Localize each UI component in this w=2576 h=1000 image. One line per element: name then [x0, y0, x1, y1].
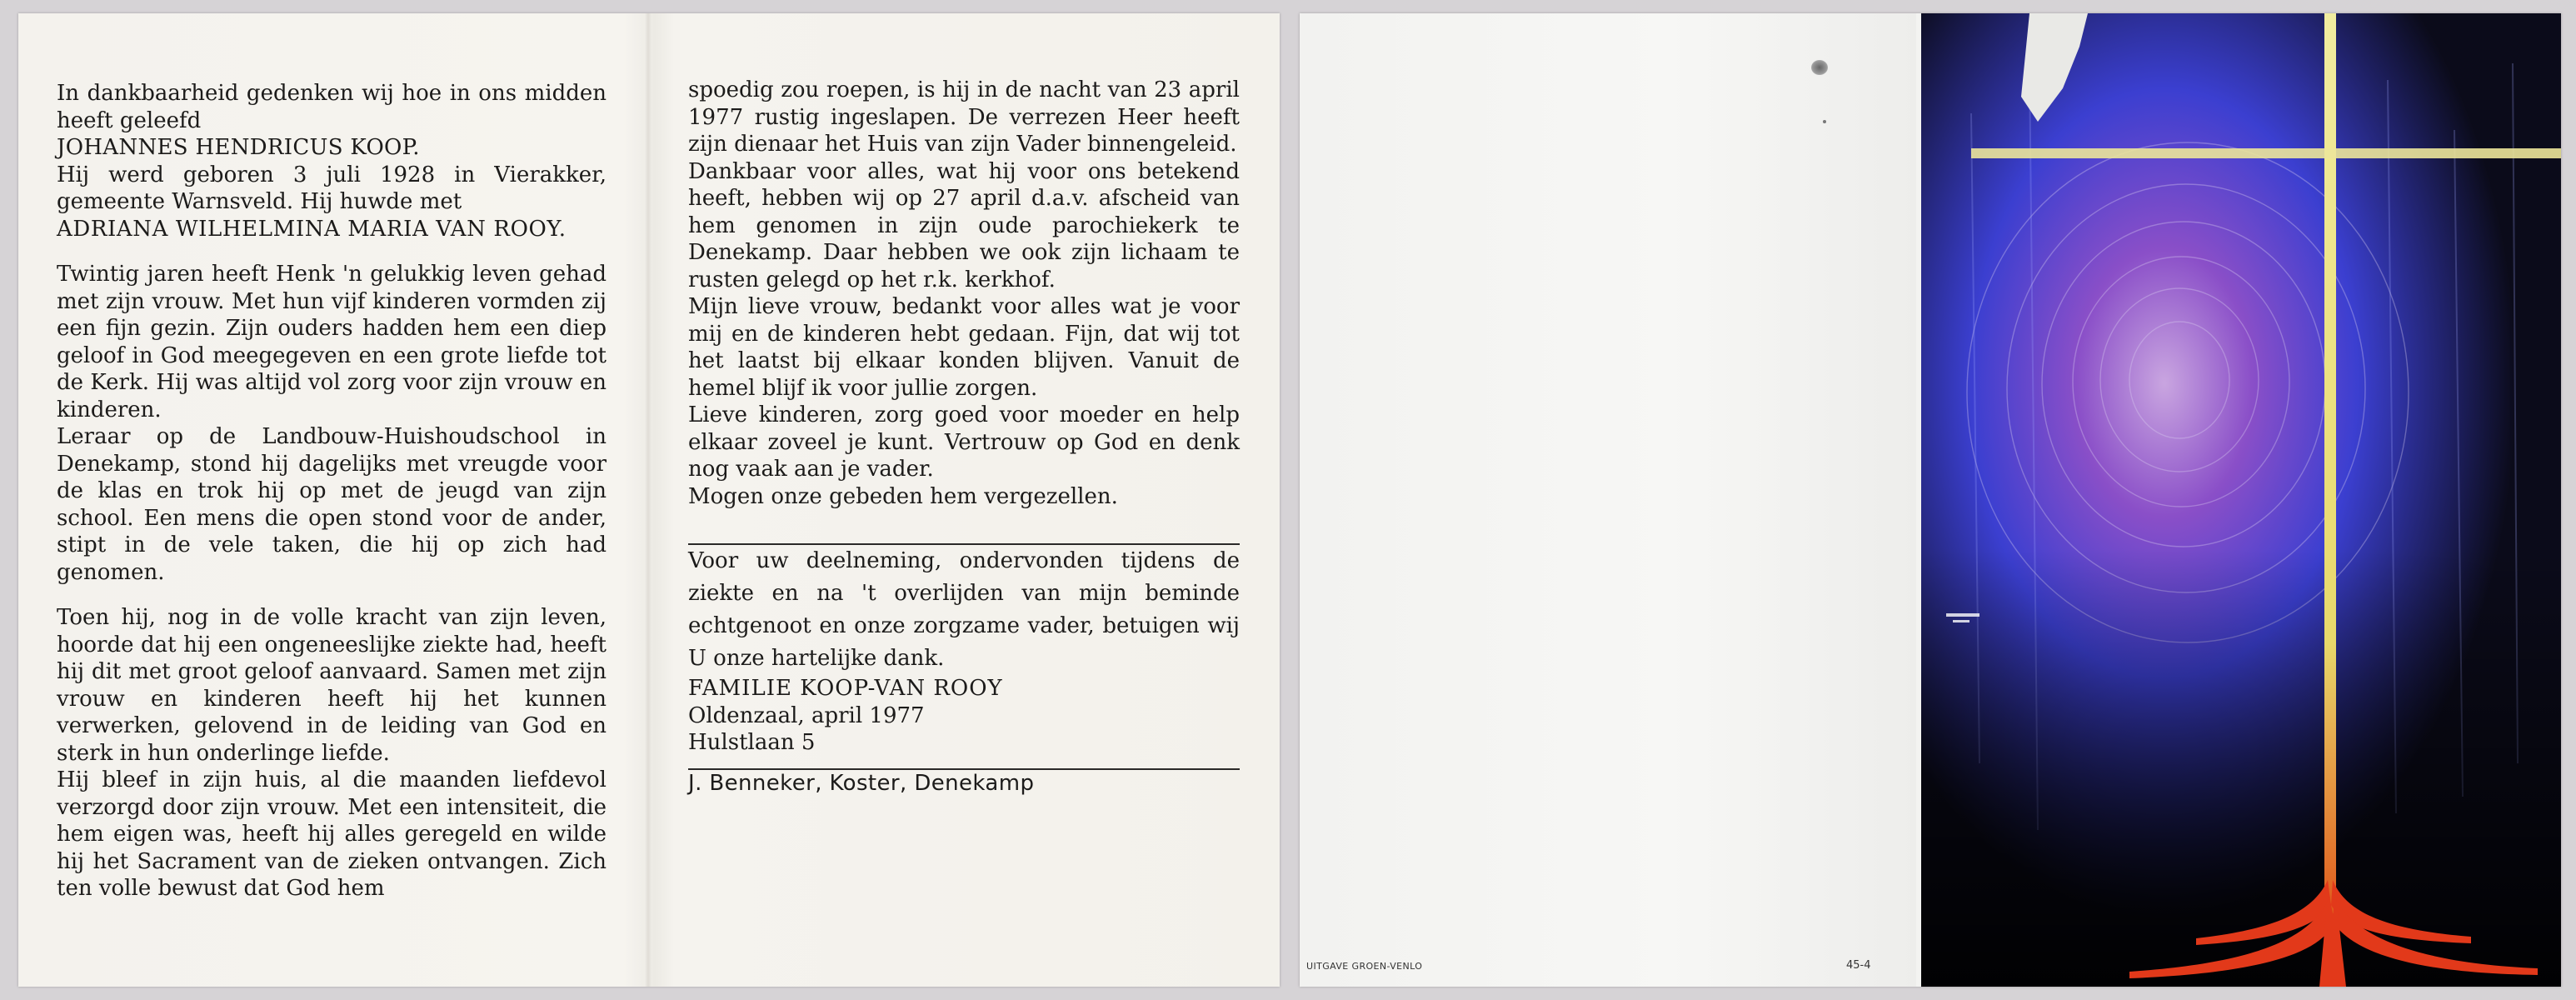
inner-left-column — [57, 13, 607, 902]
family-signature: FAMILIE KOOP-VAN ROOY — [688, 676, 1003, 701]
place-date: Oldenzaal, april 1977 — [688, 702, 925, 728]
spouse-name: ADRIANA WILHELMINA MARIA VAN ROOY. — [57, 216, 567, 242]
paragraph-teacher: Leraar op de Landbouw-Huishoudschool in Denekamp, stond hij dagelijks met vreugde voor de klas en trok hij op met de jeugd van zijn school. Een mens die open stond voor de ander, stipt in de vele taken, die hij op zich had genomen. — [57, 424, 607, 585]
paragraph-prayers: Mogen onze gebeden hem vergezellen. — [688, 483, 1118, 509]
paragraph-family-life: Twintig jaren heeft Henk 'n gelukkig leven gehad met zijn vrouw. Met hun vijf kinderen vormden zij een fijn gezin. Zijn ouders hadden hem een diep geloof in God meegegeven en een grote liefde tot de Kerk. Hij was altijd vol zorg voor zijn vrouw en kinderen. — [57, 262, 607, 422]
paragraph-farewell: Dankbaar voor alles, wat hij voor ons betekend heeft, hebben wij op 27 april d.a.v. afscheid van hem genomen in zijn oude parochiekerk te Denekamp. Daar hebben we ook zijn lichaam te rusten gelegd op het r.k. kerkhof. — [688, 158, 1240, 292]
cross-painting — [1921, 13, 2561, 987]
birth-text: Hij werd geboren 3 juli 1928 in Vierakker, gemeente Warnsveld. Hij huwde met — [57, 162, 607, 214]
shadow-overlay — [1921, 13, 2561, 987]
deceased-name: JOHANNES HENDRICUS KOOP. — [57, 135, 420, 160]
address: Hulstlaan 5 — [688, 730, 816, 755]
memorial-card-outside — [1300, 13, 2561, 987]
ink-dot — [1823, 120, 1826, 123]
cross-horizontal-beam — [1971, 148, 2561, 158]
card-code: 45-4 — [1846, 959, 1871, 972]
back-panel — [1300, 13, 1916, 987]
paragraph-illness: Toen hij, nog in de volle kracht van zijn leven, hoorde dat hij een ongeneeslijke ziekte had, heeft hij dit met groot geloof aanvaard. Samen met zijn vrouw en kinderen heeft hij het kunnen verwerken, gelovend in de leiding van God en sterk in hun onderlinge liefde. — [57, 605, 607, 766]
paragraph-children: Lieve kinderen, zorg goed voor moeder en help elkaar zoveel je kunt. Vertrouw op God en denk nog vaak aan je vader. — [688, 402, 1240, 482]
inner-right-column — [688, 13, 1240, 797]
publisher-label: UITGAVE GROEN-VENLO — [1306, 961, 1423, 972]
ink-spot — [1811, 60, 1828, 75]
thanks-text: Voor uw deelneming, ondervonden tijdens de ziekte en na 't overlijden van mijn beminde echtgenoot en onze zorgzame vader, betuigen wij U onze hartelijke dank. — [688, 548, 1240, 671]
cross-painting-svg — [1921, 13, 2561, 987]
paragraph-wife: Mijn lieve vrouw, bedankt voor alles wat je voor mij en de kinderen hebt gedaan. Fijn, dat wij tot het laatst bij elkaar konden blijven. Vanuit de hemel blijf ik voor jullie zorgen. — [688, 294, 1240, 401]
memorial-card-inside — [18, 13, 1280, 987]
printer-credit: J. Benneker, Koster, Denekamp — [688, 770, 1035, 796]
center-fold — [645, 13, 651, 987]
paragraph-passing: spoedig zou roepen, is hij in de nacht van 23 april 1977 rustig ingeslapen. De verrezen Heer heeft zijn dienaar het Huis van zijn Vader binnengeleid. — [688, 78, 1240, 157]
intro-text: In dankbaarheid gedenken wij hoe in ons midden heeft geleefd — [57, 81, 607, 133]
paragraph-home-care: Hij bleef in zijn huis, al die maanden liefdevol verzorgd door zijn vrouw. Met een intensiteit, die hem eigen was, heeft hij alles geregeld en wilde hij het Sacrament van de zieken ontvangen. Zich ten volle bewust dat God hem — [57, 768, 607, 901]
